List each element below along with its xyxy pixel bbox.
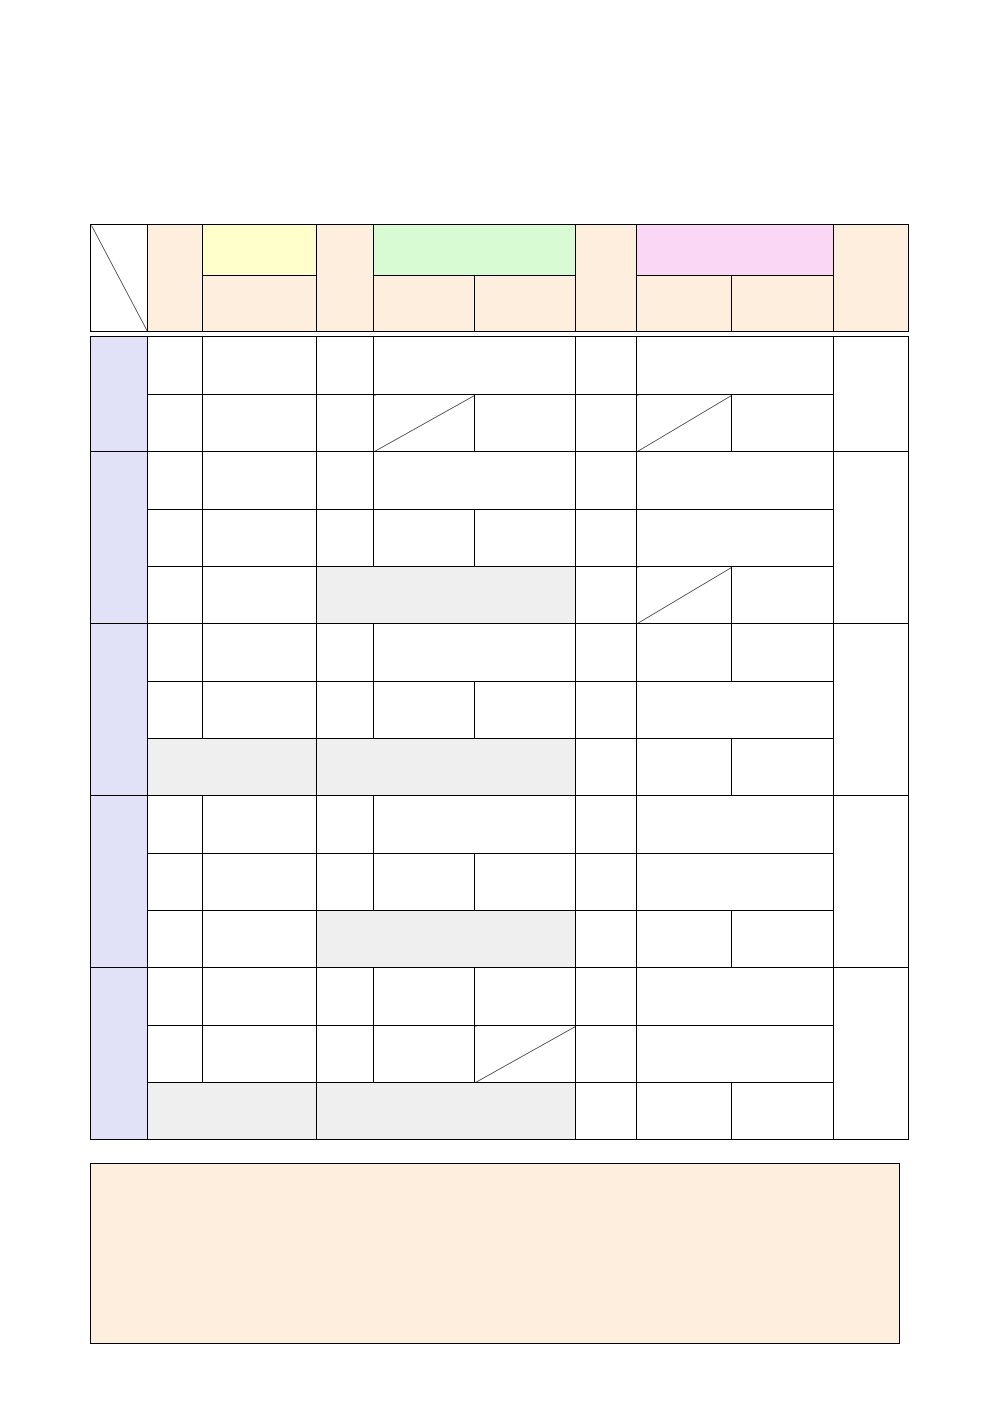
period-cell [576, 968, 637, 1026]
period-cell [576, 911, 637, 968]
period-cell [576, 1083, 637, 1140]
period-cell [576, 1026, 637, 1083]
date-cell [91, 968, 148, 1140]
header-grade2-science [475, 276, 576, 332]
header-grade1 [203, 225, 317, 276]
period-cell [576, 337, 637, 395]
header-corner-cell [91, 225, 148, 332]
subject-cell [637, 682, 834, 739]
period-cell [148, 911, 203, 968]
subject-cell [732, 1083, 834, 1140]
subject-cell [374, 682, 475, 739]
subject-cell [637, 854, 834, 911]
subject-cell [732, 624, 834, 682]
period-cell [148, 510, 203, 567]
bar-segment [620, 124, 744, 132]
period-cell [576, 510, 637, 567]
subject-cell [475, 682, 576, 739]
period-cell [576, 567, 637, 624]
period-cell [317, 510, 374, 567]
subject-cell [374, 854, 475, 911]
period-cell [148, 854, 203, 911]
subject-cell [732, 739, 834, 796]
subject-cell [203, 682, 317, 739]
period-cell [148, 796, 203, 854]
page-title [248, 57, 744, 123]
subject-cell [475, 968, 576, 1026]
subject-cell [637, 1026, 834, 1083]
subject-cell [637, 452, 834, 510]
remarks-cell [834, 337, 909, 452]
subject-cell [637, 337, 834, 395]
subject-cell [203, 968, 317, 1026]
period-cell [317, 854, 374, 911]
period-cell [317, 452, 374, 510]
header-grade3-science [732, 276, 834, 332]
subject-cell [732, 911, 834, 968]
period-cell [148, 567, 203, 624]
empty-block [148, 739, 317, 796]
header-grade2 [374, 225, 576, 276]
empty-subject-cell [637, 567, 732, 624]
subject-cell [374, 796, 576, 854]
subject-cell [732, 395, 834, 452]
empty-block [317, 1083, 576, 1140]
remarks-cell [834, 624, 909, 796]
header-remarks [834, 225, 909, 332]
subject-cell [203, 452, 317, 510]
period-cell [317, 796, 374, 854]
empty-block [317, 911, 576, 968]
exam-timetable [90, 224, 909, 1140]
date-cell [91, 624, 148, 796]
period-cell [576, 854, 637, 911]
date-cell [91, 796, 148, 968]
subject-cell [475, 854, 576, 911]
subject-cell [203, 854, 317, 911]
subject-cell [374, 337, 576, 395]
period-cell [148, 395, 203, 452]
period-cell [576, 395, 637, 452]
empty-block [148, 1083, 317, 1140]
subject-cell [374, 624, 576, 682]
date-cell [91, 452, 148, 624]
period-cell [317, 395, 374, 452]
subject-cell [637, 911, 732, 968]
bar-segment [248, 124, 620, 132]
header-grade3-social [637, 276, 732, 332]
empty-subject-cell [374, 395, 475, 452]
date-cell [91, 337, 148, 452]
subject-cell [203, 567, 317, 624]
subject-cell [203, 337, 317, 395]
title-block [248, 48, 744, 134]
subject-cell [203, 911, 317, 968]
period-cell [148, 682, 203, 739]
remarks-cell [834, 968, 909, 1140]
subject-cell [637, 510, 834, 567]
period-cell [148, 1026, 203, 1083]
bar-segment [372, 48, 744, 56]
header-period [148, 225, 203, 332]
empty-subject-cell [637, 395, 732, 452]
period-cell [576, 682, 637, 739]
period-cell [317, 337, 374, 395]
empty-block [317, 739, 576, 796]
subject-cell [637, 796, 834, 854]
remarks-cell [834, 452, 909, 624]
subject-cell [732, 567, 834, 624]
subject-cell [637, 624, 732, 682]
empty-block [317, 567, 576, 624]
period-cell [317, 968, 374, 1026]
subject-cell [374, 510, 475, 567]
subject-cell [203, 624, 317, 682]
period-cell [317, 624, 374, 682]
period-cell [576, 452, 637, 510]
subject-cell [374, 968, 475, 1026]
notice-box [90, 1163, 900, 1344]
period-cell [576, 624, 637, 682]
subject-cell [637, 739, 732, 796]
header-grade3 [637, 225, 834, 276]
subject-cell [374, 452, 576, 510]
header-period [317, 225, 374, 332]
subject-cell [203, 796, 317, 854]
header-grade2-social [374, 276, 475, 332]
period-cell [317, 682, 374, 739]
period-cell [317, 1026, 374, 1083]
period-cell [576, 796, 637, 854]
subject-cell [637, 968, 834, 1026]
header-period [576, 225, 637, 332]
remarks-cell [834, 796, 909, 968]
subject-cell [203, 510, 317, 567]
subject-cell [637, 1083, 732, 1140]
title-bottom-bar [248, 124, 744, 132]
bar-segment [248, 48, 372, 56]
title-top-bar [248, 48, 744, 56]
header-grade1-common [203, 276, 317, 332]
period-cell [148, 968, 203, 1026]
period-cell [576, 739, 637, 796]
subject-cell [203, 395, 317, 452]
subject-cell [203, 1026, 317, 1083]
period-cell [148, 624, 203, 682]
empty-subject-cell [475, 1026, 576, 1083]
period-cell [148, 452, 203, 510]
subject-cell [475, 510, 576, 567]
subject-cell [374, 1026, 475, 1083]
period-cell [148, 337, 203, 395]
subject-cell [475, 395, 576, 452]
